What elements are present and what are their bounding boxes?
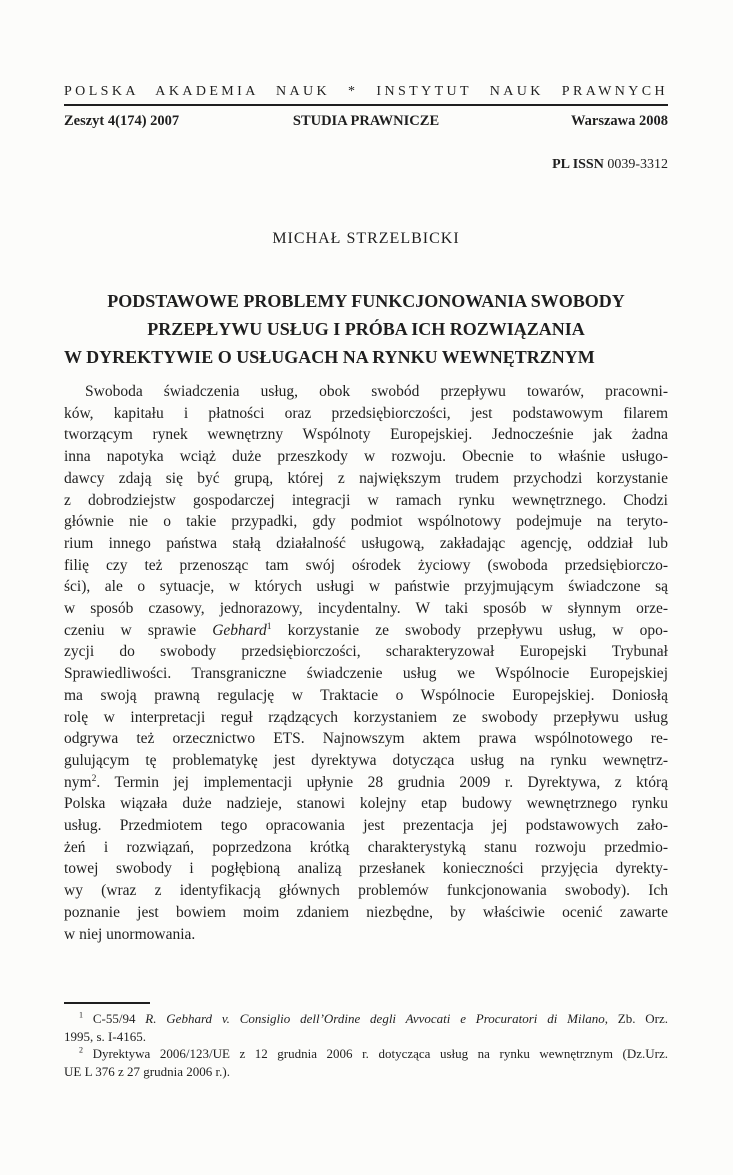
issue-row [64, 113, 668, 130]
footnotes-section [64, 1010, 668, 1080]
journal-title: STUDIA PRAWNICZE [292, 113, 440, 129]
institution-line: POLSKA AKADEMIA NAUK * INSTYTUT NAUK PRAWNYCH [64, 84, 668, 99]
masthead [64, 84, 668, 173]
issn-label: PL ISSN [552, 157, 604, 172]
issn-number: 0039-3312 [607, 157, 668, 172]
footnote-2: $^2$ Dyrektywa 2006/123/UE z 12 grudnia 2006 r. dotycząca usług na rynku wewnętrznym (Dz.Urz. UE L 376 z 27 grudnia 2006 r.). [64, 1045, 668, 1079]
author-name: MICHAŁ STRZELBICKI [272, 230, 460, 247]
article-title: PODSTAWOWE PROBLEMY FUNKCJONOWANIA SWOBODY PRZEPŁYWU USŁUG I PRÓBA ICH ROZWIĄZANIA W DYREKTYWIE O USŁUGACH NA RYNKU WEWNĘTRZNYM [64, 291, 625, 367]
issn-line [64, 157, 668, 173]
footnote-1: $^1$ C-55/94 R. Gebhard v. Consiglio dell’Ordine degli Avvocati e Procuratori di Milano, Zb. Orz. 1995, s. I-4165. [64, 1010, 669, 1044]
masthead-rule [64, 104, 668, 106]
place-year: Warszawa 2008 [570, 113, 668, 129]
issue-number: Zeszyt 4(174) 2007 [64, 113, 180, 129]
article-body-paragraph: Swoboda świadczenia usług, obok swobód przepływu towarów, pracowni- ków, kapitału i płatności oraz przedsiębiorczości, jest podstawowym filarem tworzącym rynek wewnętrzny Wspólnoty Europejskiej. Jednocześnie jak żadna inna napotyka wciąż duże przeszkody w rozwoju. Obecnie to właśnie usługo- dawcy zdają się być grupą, której z największym trudem przychodzi korzystanie z dobrodziejstw gospodarczej integracji w ramach rynku wewnętrznego. Chodzi głównie nie o takie przypadki, gdy podmiot wspólnotowy podejmuje na teryto- rium innego państwa stałą działalność usługową, zakładając agencję, oddział lub filię czy też przenosząc tam swój ośrodek życiowy (swoboda przedsiębiorczo- ści), ale o sytuacje, w których usługi w państwie przyjmującym świadczone są w sposób czasowy, jednorazowy, incydentalny. W taki sposób w słynnym orze- czeniu w sprawie Gebhard$^1$ korzystanie ze swobody przepływu usług, w opo- zycji do swobody przedsiębiorczości, scharakteryzował Europejski Trybunał Sprawiedliwości. Transgraniczne świadczenie usług we Wspólnocie Europejskiej ma swoją prawną regulację w Traktacie o Wspólnocie Europejskiej. Doniosłą rolę w interpretacji reguł rządzących korzystaniem ze swobody przepływu usług odgrywa też orzecznictwo ETS. Najnowszym aktem prawa wspólnotowego re- gulującym tę problematykę jest dyrektywa dotycząca usług na rynku wewnętrz- nym$^2$. Termin jej implementacji upłynie 28 grudnia 2009 r. Dyrektywa, z którą Polska wiązała duże nadzieje, stanowi kolejny etap budowy wewnętrznego rynku usług. Przedmiotem tego opracowania jest prezentacja jej podstawowych zało- żeń i rozwiązań, poprzedzona krótką charakterystyką stanu rozwoju przedmio- towej swobody i pogłębioną analizą przesłanek konieczności przyjęcia dyrekty- wy (wraz z identyfikacją głównych problemów funkcjonowania swobody). Ich poznanie jest bowiem moim zdaniem niezbędne, by właściwie ocenić zawarte w niej unormowania. [64, 383, 669, 943]
footnote-separator-rule [64, 1002, 150, 1004]
